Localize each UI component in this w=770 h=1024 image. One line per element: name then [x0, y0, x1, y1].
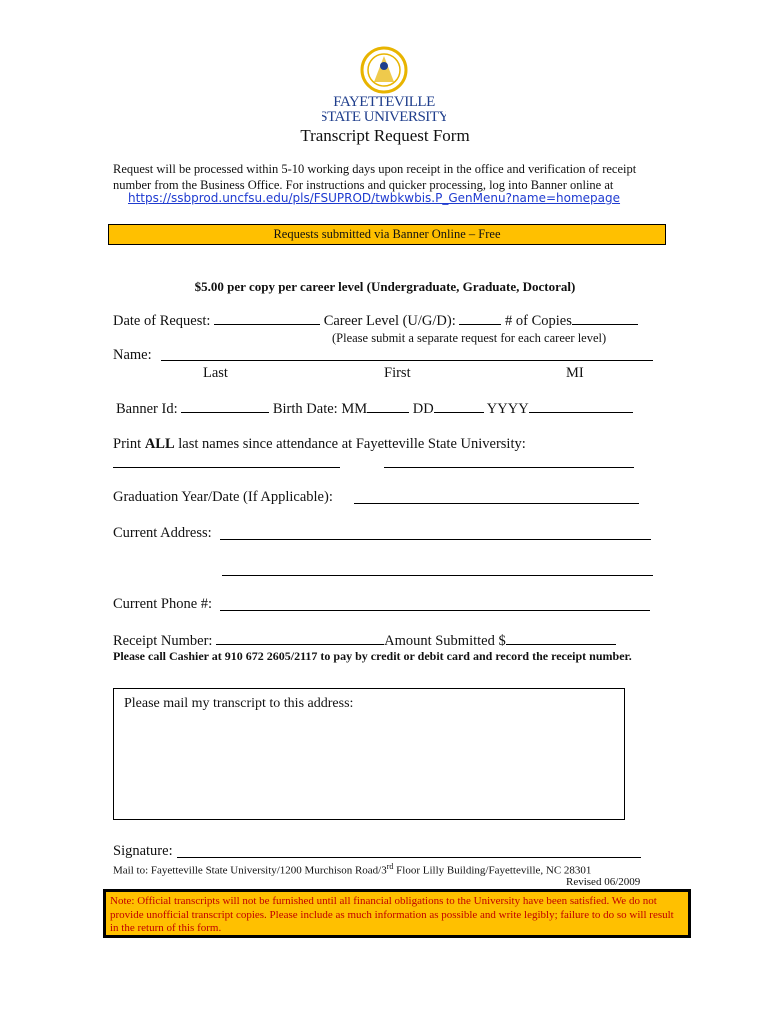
receipt-label: Receipt Number:	[113, 633, 213, 649]
birth-year-input[interactable]	[529, 400, 633, 413]
career-level-label: Career Level (U/G/D):	[323, 313, 456, 329]
first-name-label: First	[384, 365, 411, 381]
amount-label: Amount Submitted $	[384, 633, 506, 649]
print-all-names-label	[113, 436, 526, 453]
print-all-pre: Print	[113, 436, 145, 452]
address-label: Current Address:	[113, 525, 212, 541]
address-input-1[interactable]	[220, 539, 651, 540]
official-transcript-note: Note: Official transcripts will not be furnished until all financial obligations to the University have been satisfied. We do not provide unofficial transcript copies. Please include as much information as possible and write legibly; failure to do so will result in the return of this form.	[103, 889, 691, 938]
mail-box-label: Please mail my transcript to this address:	[124, 696, 354, 711]
date-label: Date of Request:	[113, 313, 211, 329]
separate-request-note: (Please submit a separate request for each career level)	[332, 331, 607, 345]
birth-month-input[interactable]	[367, 400, 409, 413]
name-input[interactable]	[161, 360, 653, 361]
yyyy-label: YYYY	[486, 401, 529, 417]
receipt-row	[113, 632, 616, 650]
last-name-label: Last	[203, 365, 228, 381]
signature-input[interactable]	[177, 857, 641, 858]
receipt-input[interactable]	[216, 632, 384, 645]
revised-date: Revised 06/2009	[566, 876, 641, 888]
mail-address-box[interactable]	[113, 688, 625, 820]
amount-input[interactable]	[506, 632, 616, 645]
last-names-input-2[interactable]	[384, 467, 634, 468]
page-title: Transcript Request Form	[300, 126, 470, 145]
career-level-input[interactable]	[459, 312, 501, 325]
mail-to-pre: Mail to: Fayetteville State University/1200 Murchison Road/3	[113, 864, 387, 877]
copies-input[interactable]	[572, 312, 638, 325]
graduation-label: Graduation Year/Date (If Applicable):	[113, 489, 333, 505]
graduation-input[interactable]	[354, 503, 639, 504]
phone-input[interactable]	[220, 610, 650, 611]
mail-to-sup: rd	[386, 862, 394, 871]
dd-label: DD	[412, 401, 434, 417]
print-all-bold: ALL	[144, 436, 175, 452]
birth-day-input[interactable]	[434, 400, 484, 413]
banner-link[interactable]: https://ssbprod.uncfsu.edu/pls/FSUPROD/twbkwbis.P_GenMenu?name=homepage	[128, 191, 621, 205]
mi-label: MI	[566, 365, 584, 381]
logo-line1: FAYETTEVILLE	[333, 94, 435, 110]
fee-text: $5.00 per copy per career level (Undergraduate, Graduate, Doctoral)	[194, 279, 576, 294]
cashier-note: Please call Cashier at 910 672 2605/2117 to pay by credit or debit card and record the receipt number.	[113, 649, 632, 663]
print-all-post: last names since attendance at Fayetteville State University:	[174, 436, 526, 452]
seal-icon	[322, 44, 446, 124]
banner-id-input[interactable]	[181, 400, 269, 413]
copies-label: # of Copies	[505, 313, 572, 329]
date-input[interactable]	[214, 312, 320, 325]
intro-text: Request will be processed within 5-10 working days upon receipt in the office and verification of receipt number from the Business Office. For instructions and quicker processing, log into Banner online at	[113, 162, 637, 192]
university-logo	[322, 44, 446, 124]
banner-id-label: Banner Id:	[116, 401, 178, 417]
phone-label: Current Phone #:	[113, 596, 213, 612]
last-names-input-1[interactable]	[113, 467, 340, 468]
mail-to-post: Floor Lilly Building/Fayetteville, NC 28301	[393, 864, 592, 877]
name-label: Name:	[113, 347, 152, 363]
banner-id-row	[116, 400, 633, 418]
birth-date-label: Birth Date: MM	[272, 401, 368, 417]
date-row	[113, 312, 638, 330]
mail-to-address	[113, 862, 591, 877]
logo-line2: STATE UNIVERSITY	[322, 109, 446, 124]
banner-online-notice: Requests submitted via Banner Online – Free	[108, 224, 666, 245]
address-input-2[interactable]	[222, 575, 653, 576]
signature-label: Signature:	[113, 843, 173, 859]
